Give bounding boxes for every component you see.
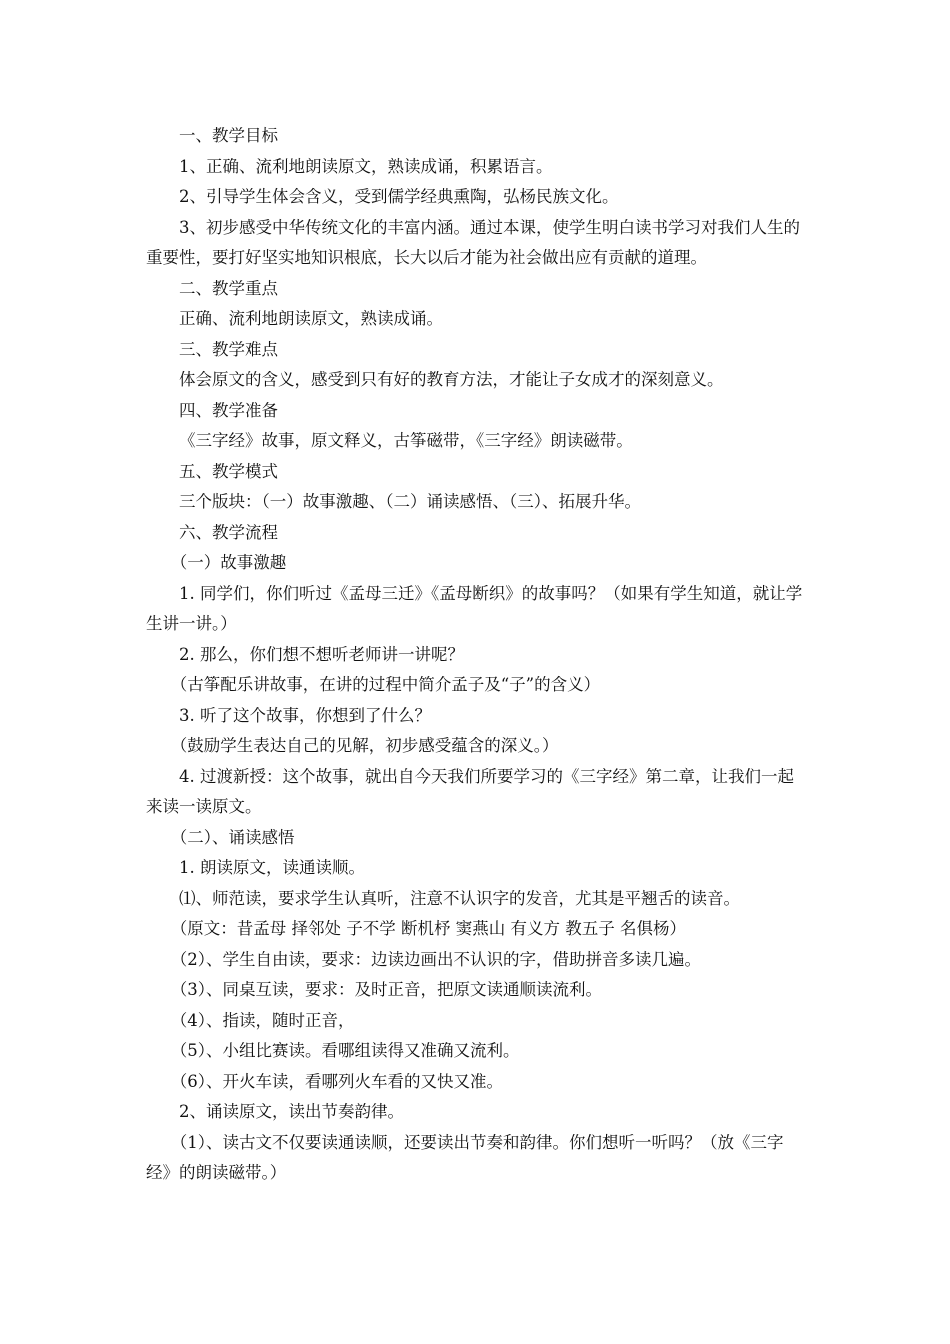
paragraph: 2. 那么，你们想不想听老师讲一讲呢？ (179, 644, 464, 664)
document-body (146, 121, 808, 1189)
paragraph: （二）、诵读感悟 (170, 827, 295, 847)
paragraph: 1. 同学们，你们听过《孟母三迁》《孟母断织》的故事吗？（如果有学生知道，就让学生讲一讲。） (146, 583, 803, 633)
paragraph: 2、引导学生体会含义，受到儒学经典熏陶，弘杨民族文化。 (179, 187, 619, 206)
paragraph: （一）故事激趣 (170, 553, 287, 572)
paragraph: 三、教学难点 (179, 339, 278, 359)
paragraph: 四、教学准备 (179, 400, 278, 420)
paragraph: 1. 朗读原文，读通读顺。 (179, 858, 365, 877)
paragraph: （2）、学生自由读，要求：边读边画出不认识的字，借助拼音多读几遍。 (170, 949, 701, 969)
paragraph: 六、教学流程 (179, 522, 278, 542)
paragraph: ⑴、师范读，要求学生认真听，注意不认识字的发音，尤其是平翘舌的读音。 (179, 888, 740, 908)
paragraph: （3）、同桌互读，要求：及时正音，把原文读通顺读流利。 (170, 980, 602, 999)
paragraph: 2、诵读原文，读出节奏韵律。 (179, 1102, 404, 1121)
paragraph: 《三字经》故事，原文释义，古筝磁带，《三字经》朗读磁带。 (179, 431, 633, 450)
paragraph: 4. 过渡新授：这个故事，就出自今天我们所要学习的《三字经》第二章，让我们一起来读一读原文。 (146, 766, 794, 816)
paragraph: 三个版块：（一）故事激趣、（二）诵读感悟、（三）、拓展升华。 (179, 492, 641, 511)
paragraph: 二、教学重点 (179, 278, 278, 298)
paragraph: （鼓励学生表达自己的见解，初步感受蕴含的深义。） (170, 736, 559, 755)
paragraph: 3、初步感受中华传统文化的丰富内涵。通过本课，使学生明白读书学习对我们人生的重要性，要打好坚实地知识根底，长大以后才能为社会做出应有贡献的道理。 (146, 217, 800, 267)
paragraph: 一、教学目标 (179, 126, 278, 145)
paragraph: （原文：昔孟母 择邻处 子不学 断机杼 窦燕山 有义方 教五子 名俱杨） (170, 919, 686, 938)
paragraph: 1、正确、流利地朗读原文，熟读成诵，积累语言。 (179, 156, 553, 176)
paragraph: （古筝配乐讲故事，在讲的过程中简介孟子及“子”的含义） (170, 675, 601, 694)
paragraph: （4）、指读，随时正音， (170, 1010, 355, 1030)
paragraph: （5）、小组比赛读。看哪组读得又准确又流利。 (170, 1041, 520, 1060)
paragraph: 体会原文的含义，感受到只有好的教育方法，才能让子女成才的深刻意义。 (179, 370, 724, 389)
paragraph: 正确、流利地朗读原文，熟读成诵。 (179, 309, 443, 328)
paragraph: 五、教学模式 (179, 461, 278, 481)
paragraph: 3. 听了这个故事，你想到了什么？ (179, 705, 431, 725)
paragraph: （1）、读古文不仅要读通读顺，还要读出节奏和韵律。你们想听一听吗？（放《三字经》的朗读磁带。） (146, 1132, 784, 1182)
paragraph: （6）、开火车读，看哪列火车看的又快又准。 (170, 1071, 503, 1091)
